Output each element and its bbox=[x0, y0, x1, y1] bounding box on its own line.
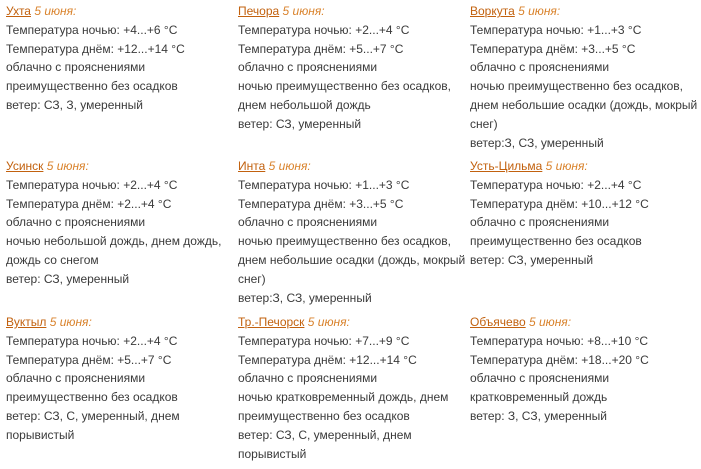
precipitation: снег) bbox=[238, 271, 266, 286]
forecast-date: 5 июня: bbox=[545, 159, 588, 173]
night-temperature: Температура ночью: +4...+6 °C bbox=[6, 22, 178, 37]
precipitation: преимущественно без осадков bbox=[238, 408, 410, 423]
forecast-grid bbox=[6, 0, 701, 469]
wind: ветер: СЗ, С, умеренный, днем bbox=[238, 427, 412, 442]
wind: ветер: СЗ, умеренный bbox=[238, 116, 362, 131]
wind: ветер:З, СЗ, умеренный bbox=[470, 135, 604, 150]
forecast-row bbox=[6, 0, 701, 155]
card-header bbox=[6, 157, 232, 176]
day-temperature: Температура днём: +10...+12 °C bbox=[470, 196, 649, 211]
forecast-card-vorkuta bbox=[470, 2, 696, 152]
forecast-card-vuktyl bbox=[6, 313, 232, 445]
forecast-date: 5 июня: bbox=[529, 315, 572, 329]
precipitation: днем небольшой дождь bbox=[238, 97, 371, 112]
precipitation: днем небольшие осадки (дождь, мокрый bbox=[470, 97, 698, 112]
wind: порывистый bbox=[6, 427, 75, 442]
wind: ветер: СЗ, умеренный bbox=[470, 252, 594, 267]
day-temperature: Температура днём: +5...+7 °C bbox=[6, 352, 172, 367]
precipitation: ночью кратковременный дождь, днем bbox=[238, 390, 449, 405]
precipitation: ночью преимущественно без осадков, bbox=[470, 79, 683, 94]
card-header bbox=[6, 313, 232, 332]
forecast-card-troitsko-pechorsk bbox=[238, 313, 464, 463]
sky-conditions: облачно с прояснениями bbox=[238, 215, 378, 230]
city-link-inta[interactable]: Инта bbox=[238, 159, 266, 173]
precipitation: дождь со снегом bbox=[6, 252, 99, 267]
forecast-date: 5 июня: bbox=[518, 4, 561, 18]
night-temperature: Температура ночью: +2...+4 °C bbox=[238, 22, 410, 37]
forecast-card-usinsk bbox=[6, 157, 232, 289]
forecast-date: 5 июня: bbox=[307, 315, 350, 329]
precipitation: ночью небольшой дождь, днем дождь, bbox=[6, 234, 222, 249]
forecast-card-pechora bbox=[238, 2, 464, 134]
night-temperature: Температура ночью: +2...+4 °C bbox=[6, 333, 178, 348]
city-link-vuktyl[interactable]: Вуктыл bbox=[6, 315, 47, 329]
forecast-date: 5 июня: bbox=[34, 4, 77, 18]
city-link-pechora[interactable]: Печора bbox=[238, 4, 280, 18]
forecast-card-ust-tsilma bbox=[470, 157, 696, 270]
precipitation: преимущественно без осадков bbox=[6, 390, 178, 405]
card-header bbox=[238, 157, 464, 176]
wind: ветер: СЗ, умеренный bbox=[6, 271, 130, 286]
forecast-date: 5 июня: bbox=[46, 159, 89, 173]
day-temperature: Температура днём: +12...+14 °C bbox=[238, 352, 417, 367]
forecast-row bbox=[6, 311, 701, 469]
day-temperature: Температура днём: +3...+5 °C bbox=[470, 41, 636, 56]
precipitation: днем небольшие осадки (дождь, мокрый bbox=[238, 252, 466, 267]
sky-conditions: облачно с прояснениями bbox=[6, 215, 146, 230]
day-temperature: Температура днём: +3...+5 °C bbox=[238, 196, 404, 211]
forecast-card-obyachevo bbox=[470, 313, 696, 426]
card-header bbox=[470, 2, 696, 21]
sky-conditions: облачно с прояснениями bbox=[6, 371, 146, 386]
sky-conditions: облачно с прояснениями bbox=[470, 60, 610, 75]
city-link-ukhta[interactable]: Ухта bbox=[6, 4, 31, 18]
card-header bbox=[6, 2, 232, 21]
day-temperature: Температура днём: +5...+7 °C bbox=[238, 41, 404, 56]
wind: ветер: СЗ, З, умеренный bbox=[6, 97, 143, 112]
day-temperature: Температура днём: +18...+20 °C bbox=[470, 352, 649, 367]
night-temperature: Температура ночью: +8...+10 °C bbox=[470, 333, 649, 348]
sky-conditions: облачно с прояснениями bbox=[470, 215, 610, 230]
forecast-card-inta bbox=[238, 157, 464, 307]
sky-conditions: облачно с прояснениями bbox=[238, 60, 378, 75]
forecast-date: 5 июня: bbox=[268, 159, 311, 173]
forecast-date: 5 июня: bbox=[282, 4, 325, 18]
sky-conditions: облачно с прояснениями bbox=[6, 60, 146, 75]
precipitation: ночью преимущественно без осадков, bbox=[238, 234, 451, 249]
precipitation: преимущественно без осадков bbox=[470, 234, 642, 249]
forecast-date: 5 июня: bbox=[49, 315, 92, 329]
night-temperature: Температура ночью: +7...+9 °C bbox=[238, 333, 410, 348]
night-temperature: Температура ночью: +1...+3 °C bbox=[470, 22, 642, 37]
day-temperature: Температура днём: +2...+4 °C bbox=[6, 196, 172, 211]
city-link-vorkuta[interactable]: Воркута bbox=[470, 4, 515, 18]
wind: порывистый bbox=[238, 446, 307, 461]
night-temperature: Температура ночью: +2...+4 °C bbox=[6, 177, 178, 192]
precipitation: преимущественно без осадков bbox=[6, 79, 178, 94]
precipitation: снег) bbox=[470, 116, 498, 131]
forecast-card-ukhta bbox=[6, 2, 232, 115]
city-link-obyachevo[interactable]: Объячево bbox=[470, 315, 526, 329]
city-link-ust-tsilma[interactable]: Усть-Цильма bbox=[470, 159, 543, 173]
wind: ветер: З, СЗ, умеренный bbox=[470, 408, 607, 423]
day-temperature: Температура днём: +12...+14 °C bbox=[6, 41, 185, 56]
card-header bbox=[238, 313, 464, 332]
wind: ветер:З, СЗ, умеренный bbox=[238, 290, 372, 305]
wind: ветер: СЗ, С, умеренный, днем bbox=[6, 408, 180, 423]
night-temperature: Температура ночью: +1...+3 °C bbox=[238, 177, 410, 192]
card-header bbox=[238, 2, 464, 21]
city-link-troitsko-pechorsk[interactable]: Тр.-Печорск bbox=[238, 315, 305, 329]
card-header bbox=[470, 313, 696, 332]
precipitation: ночью преимущественно без осадков, bbox=[238, 79, 451, 94]
night-temperature: Температура ночью: +2...+4 °C bbox=[470, 177, 642, 192]
sky-conditions: облачно с прояснениями bbox=[238, 371, 378, 386]
card-header bbox=[470, 157, 696, 176]
city-link-usinsk[interactable]: Усинск bbox=[6, 159, 44, 173]
forecast-row bbox=[6, 155, 701, 311]
precipitation: кратковременный дождь bbox=[470, 390, 608, 405]
sky-conditions: облачно с прояснениями bbox=[470, 371, 610, 386]
